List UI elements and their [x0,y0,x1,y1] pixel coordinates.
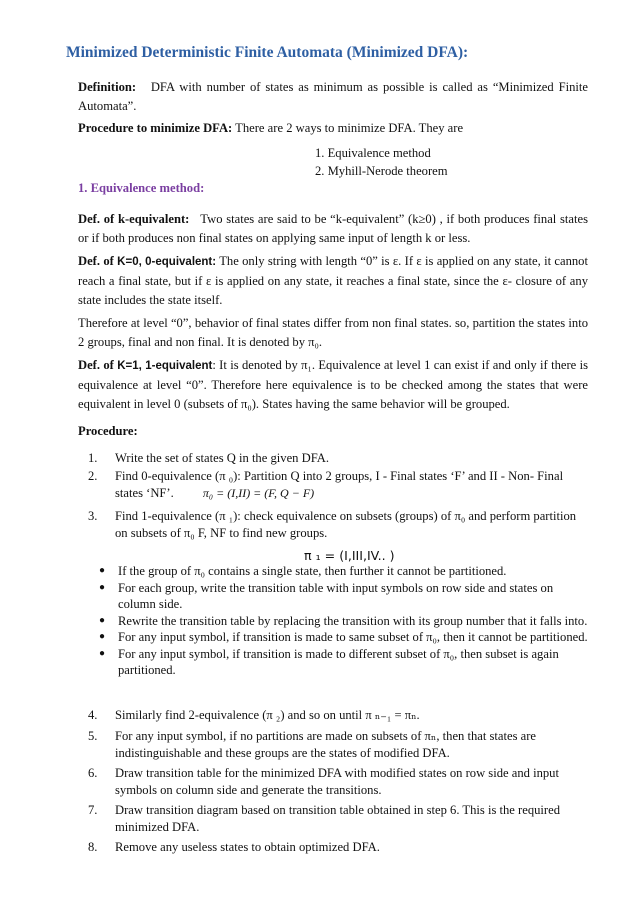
k1-text: : It is denoted by π₁. Equivalence at level 1 can exist if and only if there is equivalence at level “0”. Therefore here equivalence is to be checked among the states that were equivalent in level 0 (subsets of π₀). States having the same behavior will be grouped. [78,358,588,411]
steps-list [88,450,588,542]
step-text: Similarly find 2-equivalence (π ₂) and so on until π ₙ₋₁ = πₙ. [115,708,420,722]
list-item [88,707,588,724]
step-number: 6. [88,766,98,780]
procedure-intro [78,119,588,138]
list-item: ● For each group, write the transition table with input symbols on row side and states on column side. [99,580,554,611]
k0-label: K=0, 0-equivalent: [117,256,217,268]
procedure-intro-text: There are 2 ways to minimize DFA. They are [235,121,464,135]
list-item [88,728,588,762]
list-item [88,508,588,542]
step-number: 1. [88,451,98,465]
k-equivalent-text: Two states are said to be “k-equivalent” (k≥0) , if both produces final states or if both produces non final states on applying same input of length k or less. [78,212,589,245]
k0-label-prefix: Def. of [78,254,118,268]
steps-list-continued [88,707,588,856]
methods-list [315,144,448,180]
therefore-paragraph: Therefore at level “0”, behavior of final states differ from non final states. so, partition the states into 2 groups, final and non final. It is denoted by π₀. [78,316,588,349]
procedure-heading: Procedure: [78,424,138,438]
pi0-formula: π₀ = (I,II) = (F, Q − F) [202,486,315,500]
bullet-text: For any input symbol, if transition is made to different subset of π₀, then subset is again partitioned. [118,646,559,677]
method-item: 1. Equivalence method [315,146,431,160]
step-number: 2. [88,469,98,483]
step-text: Write the set of states Q in the given DFA. [115,451,330,465]
section-heading-equivalence: 1. Equivalence method: [78,181,205,195]
k1-label-prefix: Def. of [78,358,118,372]
step-text: Find 0-equivalence (π ₀): Partition Q into 2 groups, I - Final states ‘F’ and II - Non- Final states ‘NF’. [115,469,564,500]
list-item [88,450,588,467]
step-text: Draw transition diagram based on transition table obtained in step 6. This is the required minimized DFA. [115,803,560,834]
list-item: ● For any input symbol, if transition is made to same subset of π₀, then it cannot be partitioned. [99,630,588,644]
bullet-text: If the group of π₀ contains a single state, then further it cannot be partitioned. [118,564,507,578]
step-number: 7. [88,803,98,817]
step-number: 5. [88,729,98,743]
k-equivalent-paragraph [78,210,588,248]
step-number: 4. [88,708,98,722]
list-item [88,802,588,836]
procedure-intro-label: Procedure to minimize DFA: [78,121,233,135]
list-item [88,468,588,502]
k1-equivalent-paragraph [78,356,588,414]
step-number: 8. [88,840,98,854]
definition-paragraph [78,78,588,116]
definition-text: DFA with number of states as minimum as possible is called as “Minimized Finite Automata”. [78,80,588,113]
bullet-text: Rewrite the transition table by replacing the transition with its group number that it falls into. [118,613,588,628]
list-item [88,765,588,799]
bullet-text: For any input symbol, if transition is made to same subset of π₀, then it cannot be partitioned. [118,630,588,644]
page-title: Minimized Deterministic Finite Automata (Minimized DFA): [66,44,469,61]
step-text: For any input symbol, if no partitions are made on subsets of πₙ, then that states are indistinguishable and these groups are the states of modified DFA. [115,729,537,760]
definition-label: Definition: [78,80,137,94]
bullet-list [99,563,589,679]
step-text: Remove any useless states to obtain optimized DFA. [115,840,380,854]
k1-label: K=1, 1-equivalent [117,360,213,372]
k0-equivalent-paragraph [78,252,588,310]
bullet-text: For each group, write the transition table with input symbols on row side and states on column side. [118,580,554,611]
k-equivalent-label: Def. of k-equivalent: [78,212,190,226]
step-text: Find 1-equivalence (π ₁): check equivalence on subsets (groups) of π₀ and perform partition on subsets of π₀ F, NF to find new groups. [115,509,577,540]
k0-text: The only string with length “0” is ε. If ε is applied on any state, it cannot reach a final state, but if ε is applied on any state, it reaches a final state, since the ε- closure of any state includes the state itself. [78,254,588,307]
list-item: ● If the group of π₀ contains a single state, then further it cannot be partitioned. [99,564,507,578]
method-item: 2. Myhill-Nerode theorem [315,164,448,178]
step-text: Draw transition table for the minimized DFA with modified states on row side and input symbols on column side and generate the transitions. [115,766,559,797]
step-number: 3. [88,509,98,523]
list-item: ● Rewrite the transition table by replacing the transition with its group number that it falls into. [99,613,588,628]
pi1-formula: π ₁ = (I,III,IV.. ) [304,548,395,563]
list-item [88,839,588,856]
list-item: ● For any input symbol, if transition is made to different subset of π₀, then subset is again partitioned. [99,646,559,677]
